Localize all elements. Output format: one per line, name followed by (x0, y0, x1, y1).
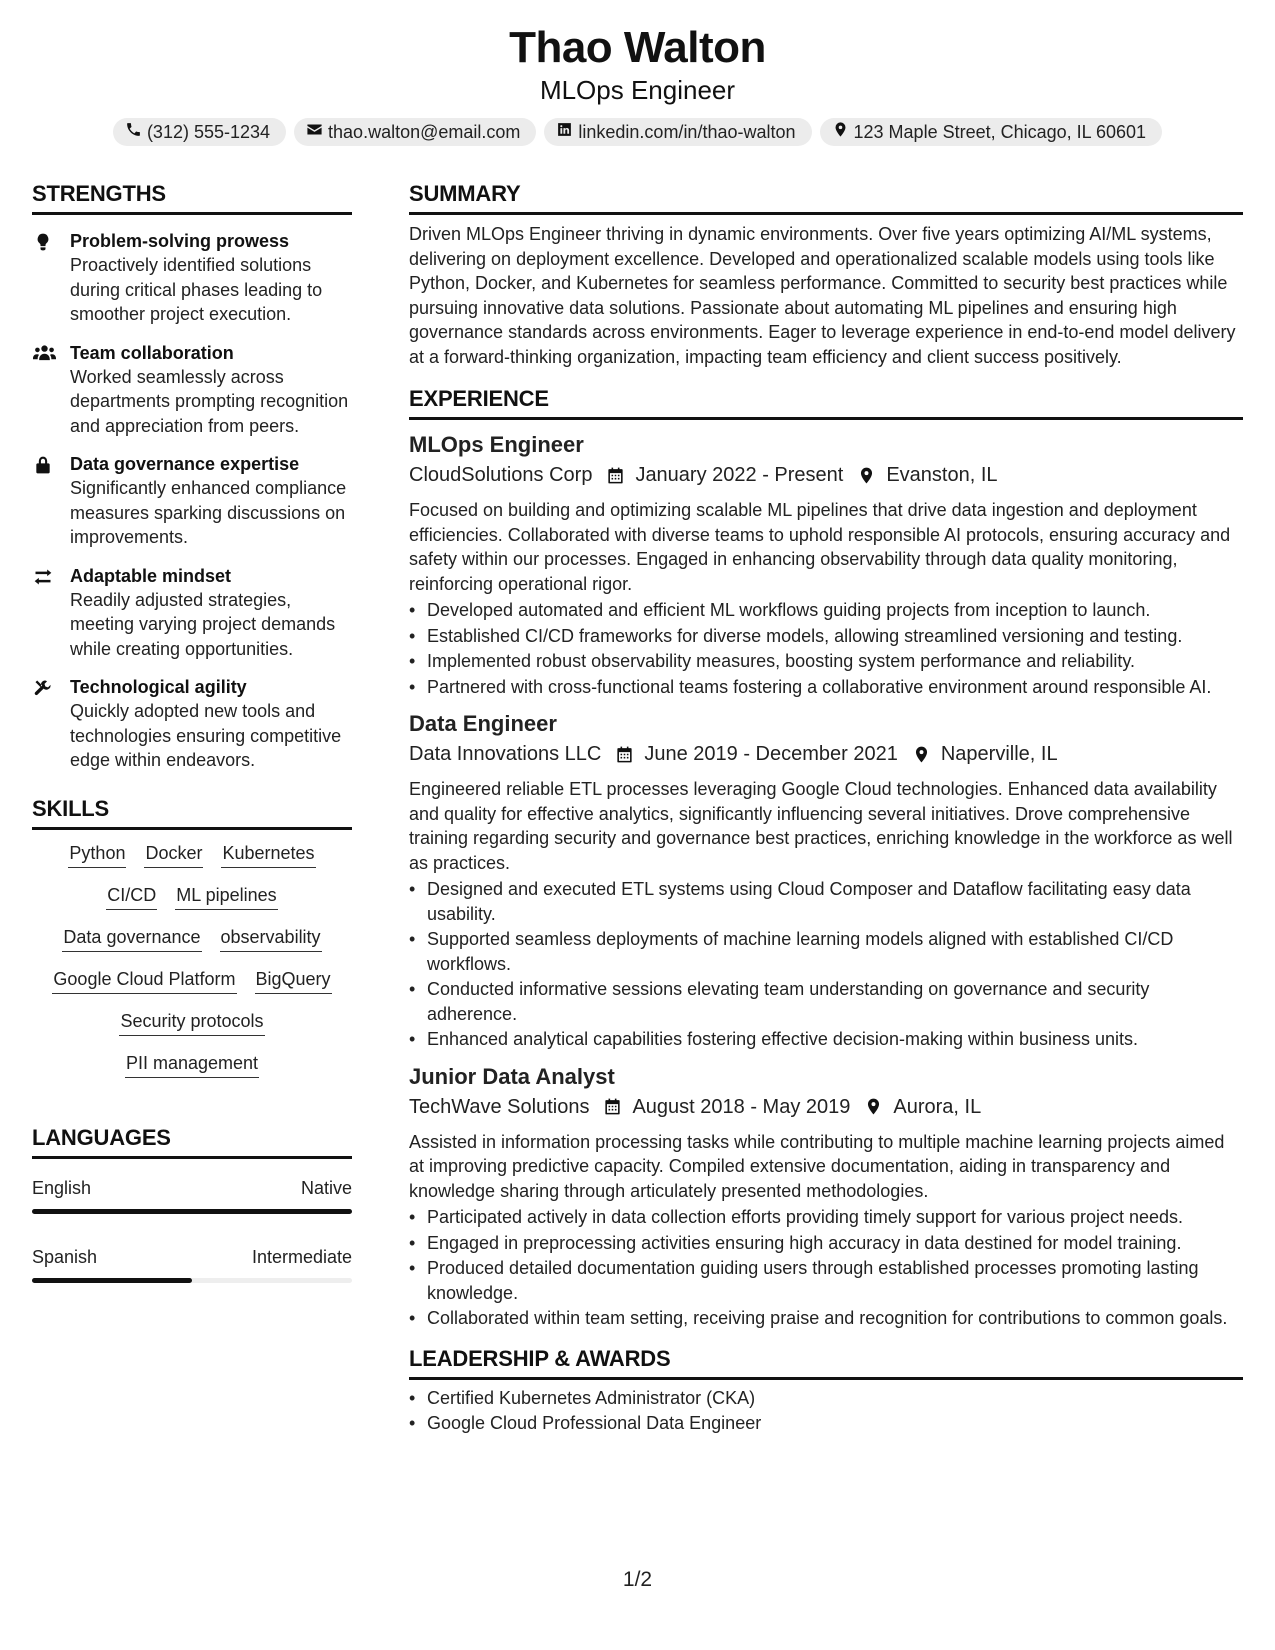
job-bullet: • Developed automated and efficient ML workflows guiding projects from inception to launch. (409, 598, 1243, 623)
calendar-icon (603, 1097, 622, 1116)
job-bullet: • Established CI/CD frameworks for diverse models, allowing streamlined versioning and testing. (409, 624, 1243, 649)
phone-chip[interactable] (113, 118, 286, 146)
skill-tag: Security protocols (119, 1008, 264, 1036)
languages-heading: LANGUAGES (32, 1124, 352, 1159)
job-entry (409, 430, 1243, 699)
tools-icon (32, 675, 70, 773)
job-bullet: • Enhanced analytical capabilities fostering effective decision-making within business units. (409, 1027, 1243, 1052)
job-bullet: • Supported seamless deployments of machine learning models aligned with established CI/CD workflows. (409, 927, 1243, 976)
email-chip[interactable] (294, 118, 536, 146)
skill-tag: BigQuery (255, 966, 332, 994)
language-level-bar (32, 1209, 352, 1214)
job-bullet: • Participated actively in data collection efforts providing timely support for various project needs. (409, 1205, 1243, 1230)
job-description: Engineered reliable ETL processes leveraging Google Cloud technologies. Enhanced data availability and quality for effective analytics, significantly influencing several initiatives. Drove comprehensive training regarding security and governance best practices, enriching knowledge in the workforce as well as practices. (409, 779, 1233, 873)
job-dates: January 2022 - Present (635, 464, 844, 486)
linkedin-chip[interactable] (544, 118, 811, 146)
linkedin-icon (556, 121, 573, 143)
strength-desc: Readily adjusted strategies, meeting varying project demands while creating opportunities. (70, 589, 336, 659)
strength-title: Problem-solving prowess (70, 231, 290, 251)
skill-tag: PII management (125, 1050, 259, 1078)
job-entry (409, 1062, 1243, 1331)
job-bullets (409, 598, 1243, 699)
phone-text: (312) 555-1234 (146, 121, 271, 142)
phone-icon (125, 121, 142, 143)
job-entry (409, 709, 1243, 1052)
job-bullet: • Partnered with cross-functional teams fostering a collaborative environment around responsible AI. (409, 675, 1243, 700)
map-pin-icon (864, 1097, 883, 1116)
job-location: Naperville, IL (940, 743, 1058, 765)
strength-title: Adaptable mindset (70, 565, 232, 586)
job-location: Evanston, IL (886, 464, 998, 486)
job-bullet: • Designed and executed ETL systems using Cloud Composer and Dataflow facilitating easy data usability. (409, 877, 1243, 926)
job-bullet: • Conducted informative sessions elevating team understanding on governance and security adherence. (409, 977, 1243, 1026)
company-name: CloudSolutions Corp (409, 464, 593, 486)
map-pin-icon (912, 745, 931, 764)
summary-heading: SUMMARY (409, 180, 1243, 215)
map-pin-icon (832, 121, 849, 143)
skill-tag: Python (68, 840, 126, 868)
users-icon (32, 341, 70, 439)
language-name: English (32, 1177, 92, 1198)
strength-desc: Proactively identified solutions during critical phases leading to smoother project execution. (70, 255, 323, 324)
lightbulb-icon (32, 229, 70, 327)
award-item: • Certified Kubernetes Administrator (CKA) (409, 1386, 1243, 1411)
strength-desc: Quickly adopted new tools and technologies ensuring competitive edge within endeavors. (70, 701, 342, 770)
strength-item (32, 452, 352, 550)
job-title: Junior Data Analyst (409, 1063, 615, 1089)
exchange-icon (32, 564, 70, 662)
job-title: Data Engineer (409, 711, 557, 736)
calendar-icon (615, 745, 634, 764)
awards-heading: LEADERSHIP & AWARDS (409, 1345, 1243, 1380)
strength-desc: Worked seamlessly across departments prompting recognition and appreciation from peers. (70, 366, 349, 436)
job-dates: June 2019 - December 2021 (644, 743, 898, 765)
skill-tag: Google Cloud Platform (52, 966, 236, 994)
job-bullets (409, 1205, 1243, 1331)
job-description: Assisted in information processing tasks while contributing to multiple machine learning projects aimed at improving predictive capacity. Compiled extensive documentation, aiding in transparency and knowledge sharing through articulately presented methodologies. (409, 1131, 1225, 1201)
envelope-icon (306, 121, 323, 143)
strength-desc: Significantly enhanced compliance measures sparking discussions on improvements. (70, 478, 347, 547)
job-dates: August 2018 - May 2019 (632, 1095, 851, 1118)
strength-item (32, 229, 352, 327)
address-text: 123 Maple Street, Chicago, IL 60601 (853, 121, 1147, 142)
language-name: Spanish (32, 1246, 98, 1267)
strength-item (32, 564, 352, 662)
job-bullet: • Implemented robust observability measures, boosting system performance and reliability. (409, 649, 1243, 674)
job-location: Aurora, IL (893, 1095, 982, 1118)
candidate-title: MLOps Engineer (539, 75, 736, 105)
company-name: Data Innovations LLC (409, 743, 602, 765)
resume-header (0, 22, 1275, 146)
left-column (32, 180, 352, 1283)
skill-tag: observability (220, 924, 322, 952)
company-name: TechWave Solutions (409, 1095, 590, 1118)
candidate-name: Thao Walton (509, 23, 766, 72)
award-item: • Google Cloud Professional Data Engineer (409, 1411, 1243, 1436)
skill-tag: CI/CD (106, 882, 157, 910)
right-column (409, 180, 1243, 1436)
job-bullet: • Produced detailed documentation guiding users through established processes promoting lasting knowledge. (409, 1256, 1243, 1305)
calendar-icon (606, 466, 625, 485)
strength-title: Data governance expertise (70, 454, 300, 474)
address-chip[interactable] (820, 118, 1163, 146)
skill-tag: Kubernetes (221, 840, 315, 868)
strength-title: Team collaboration (70, 342, 234, 363)
job-description: Focused on building and optimizing scalable ML pipelines that drive data ingestion and deployment efficiencies. Collaborated with diverse teams to uphold responsible AI protocols, ensuring accuracy and safety within our processes. Engaged in enhancing observability through data quality monitoring, reinforcing operational rigor. (409, 500, 1231, 594)
skill-tag: Data governance (62, 924, 201, 952)
language-level-bar (32, 1278, 352, 1283)
language-item (32, 1175, 352, 1214)
strength-item (32, 341, 352, 439)
skill-tag: Docker (144, 840, 203, 868)
job-bullet: • Collaborated within team setting, receiving praise and recognition for contributions to common goals. (409, 1306, 1243, 1331)
linkedin-text: linkedin.com/in/thao-walton (578, 121, 796, 142)
language-item (32, 1244, 352, 1283)
summary-text: Driven MLOps Engineer thriving in dynamic environments. Over five years optimizing AI/ML systems, delivering on deployment excellence. Developed and operationalized scalable models using tools like Python, Docker, and Kubernetes for seamless performance. Committed to security best practices while pursuing innovative data solutions. Passionate about automating ML pipelines and ensuring high governance standards across environments. Eager to leverage experience in end-to-end model delivery at a forward-thinking organization, impacting team efficiency and client success positively. (409, 224, 1236, 367)
skill-tag: ML pipelines (175, 882, 277, 910)
awards-list (409, 1386, 1243, 1436)
experience-heading: EXPERIENCE (409, 385, 1243, 420)
email-text: thao.walton@email.com (328, 121, 521, 142)
job-title: MLOps Engineer (409, 432, 584, 457)
skills-heading: SKILLS (32, 795, 352, 830)
strengths-heading: STRENGTHS (32, 180, 352, 215)
job-bullet: • Engaged in preprocessing activities ensuring high accuracy in data destined for model training. (409, 1231, 1243, 1256)
skills-list (32, 840, 352, 1078)
strength-title: Technological agility (70, 677, 247, 697)
map-pin-icon (857, 466, 876, 485)
strength-item (32, 675, 352, 773)
language-level: Intermediate (251, 1246, 352, 1267)
page-number: 1/2 (622, 1568, 653, 1591)
contact-bar (0, 118, 1275, 146)
job-bullets (409, 877, 1243, 1052)
lock-icon (32, 452, 70, 550)
language-level: Native (300, 1177, 352, 1198)
